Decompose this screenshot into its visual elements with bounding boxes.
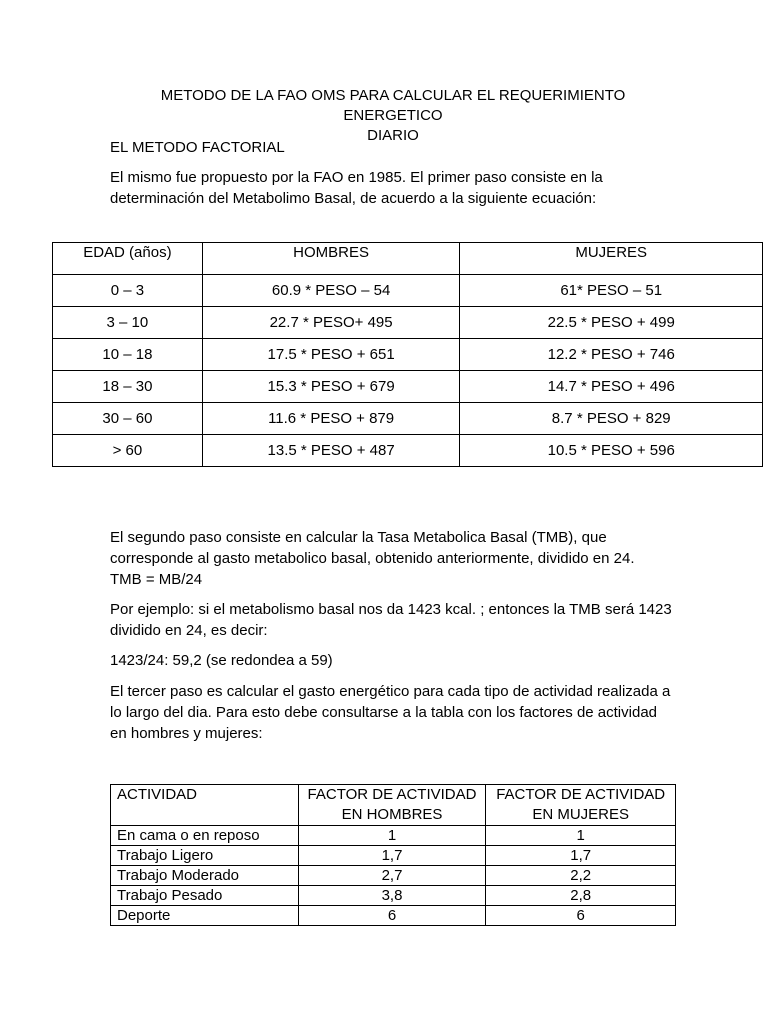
men-formula-cell: 17.5 * PESO + 651 (202, 339, 460, 371)
header-women: MUJERES (460, 243, 763, 275)
factor-men-cell: 1 (298, 826, 486, 846)
factor-men-cell: 3,8 (298, 886, 486, 906)
table-row (53, 307, 763, 339)
women-formula-cell: 8.7 * PESO + 829 (460, 403, 763, 435)
men-formula-cell: 60.9 * PESO – 54 (202, 275, 460, 307)
example-paragraph: Por ejemplo: si el metabolismo basal nos da 1423 kcal. ; entonces la TMB será 1423 dividido en 24, es decir: (110, 601, 672, 639)
men-formula-cell: 15.3 * PESO + 679 (202, 371, 460, 403)
header-age: EDAD (años) (53, 243, 203, 275)
age-cell: 3 – 10 (53, 307, 203, 339)
activity-factor-table (110, 784, 676, 926)
table-header-row (111, 785, 676, 826)
title-line-1: METODO DE LA FAO OMS PARA CALCULAR EL REQUERIMIENTO ENERGETICO (160, 87, 626, 124)
table-row (53, 339, 763, 371)
title-line-2: DIARIO (367, 127, 419, 144)
table-row (111, 886, 676, 906)
section-heading: EL METODO FACTORIAL (110, 139, 285, 156)
intro-paragraph: El mismo fue propuesto por la FAO en 1985. El primer paso consiste en la determinación del Metabolimo Basal, de acuerdo a la siguiente ecuación: (110, 169, 603, 207)
age-cell: 30 – 60 (53, 403, 203, 435)
factor-women-cell: 1 (486, 826, 676, 846)
age-cell: 0 – 3 (53, 275, 203, 307)
men-formula-cell: 11.6 * PESO + 879 (202, 403, 460, 435)
activity-cell: Trabajo Ligero (111, 846, 299, 866)
men-formula-cell: 13.5 * PESO + 487 (202, 435, 460, 467)
factor-men-cell: 6 (298, 906, 486, 926)
factor-women-cell: 1,7 (486, 846, 676, 866)
second-step-paragraph: El segundo paso consiste en calcular la Tasa Metabolica Basal (TMB), que corresponde al gasto metabolico basal, obtenido anteriormente, dividido en 24. TMB = MB/24 (110, 529, 635, 588)
factor-women-cell: 6 (486, 906, 676, 926)
table-header-row (53, 243, 763, 275)
factor-men-cell: 2,7 (298, 866, 486, 886)
bmr-equation-table (52, 242, 763, 467)
activity-cell: Deporte (111, 906, 299, 926)
header-men: HOMBRES (202, 243, 460, 275)
table-row (111, 826, 676, 846)
women-formula-cell: 61* PESO – 51 (460, 275, 763, 307)
factor-women-cell: 2,8 (486, 886, 676, 906)
men-formula-cell: 22.7 * PESO+ 495 (202, 307, 460, 339)
women-formula-cell: 14.7 * PESO + 496 (460, 371, 763, 403)
age-cell: 10 – 18 (53, 339, 203, 371)
header-factor-women: FACTOR DE ACTIVIDAD EN MUJERES (486, 785, 676, 826)
table-row (111, 866, 676, 886)
third-step-paragraph: El tercer paso es calcular el gasto energético para cada tipo de actividad realizada a lo largo del dia. Para esto debe consultarse a la tabla con los factores de actividad en hombres y mujeres: (110, 683, 671, 742)
age-cell: > 60 (53, 435, 203, 467)
women-formula-cell: 12.2 * PESO + 746 (460, 339, 763, 371)
factor-men-cell: 1,7 (298, 846, 486, 866)
table-row (53, 275, 763, 307)
activity-cell: En cama o en reposo (111, 826, 299, 846)
table-row (53, 435, 763, 467)
table-row (111, 846, 676, 866)
age-cell: 18 – 30 (53, 371, 203, 403)
calculation-line: 1423/24: 59,2 (se redondea a 59) (110, 652, 333, 669)
activity-cell: Trabajo Pesado (111, 886, 299, 906)
header-factor-men: FACTOR DE ACTIVIDAD EN HOMBRES (298, 785, 486, 826)
women-formula-cell: 10.5 * PESO + 596 (460, 435, 763, 467)
factor-women-cell: 2,2 (486, 866, 676, 886)
table-row (53, 371, 763, 403)
header-activity: ACTIVIDAD (111, 785, 299, 826)
activity-cell: Trabajo Moderado (111, 866, 299, 886)
table-row (53, 403, 763, 435)
table-row (111, 906, 676, 926)
women-formula-cell: 22.5 * PESO + 499 (460, 307, 763, 339)
